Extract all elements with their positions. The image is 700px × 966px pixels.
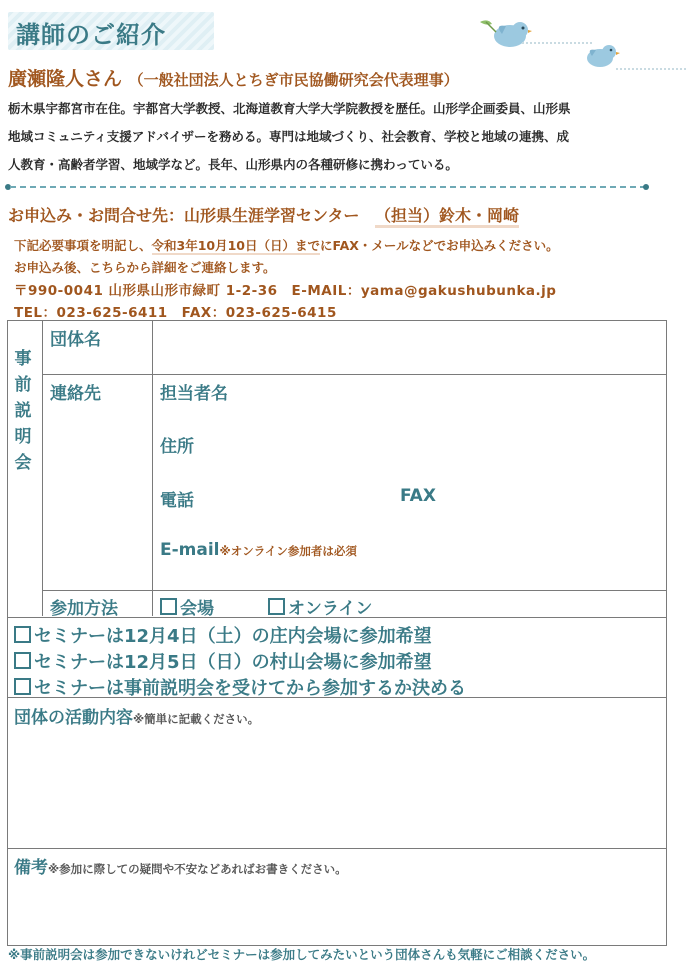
application-instructions [14,236,559,254]
contact-label: 連絡先 [50,384,101,404]
email-note: ※オンライン参加者は必須 [219,544,357,558]
remarks-field[interactable] [12,878,662,940]
checkbox-seminar-murayama[interactable] [14,652,31,669]
phone-fax-line: TEL：023-625-6411 FAX：023-625-6415 [14,305,337,321]
checkbox-seminar-undecided[interactable] [14,678,31,695]
contact-org: お申込み・お問合せ先：山形県生涯学習センター [8,206,360,225]
dashed-separator [10,186,646,188]
fax-label: FAX [400,486,436,506]
venue-option-label: 会場 [180,599,214,619]
seminar-option-label: セミナーは12月5日（日）の村山会場に参加希望 [34,652,432,673]
seminar-option-label: セミナーは12月4日（土）の庄内会場に参加希望 [34,626,432,647]
contact-heading [8,203,519,226]
activity-field[interactable] [12,728,662,844]
seminar-option[interactable] [14,622,432,648]
form-divider [42,320,43,616]
activity-note: ※簡単に記載ください。 [133,712,260,726]
address-email-line: 〒990-0041 山形県山形市緑町 1-2-36 E-MAIL：yama@gakushubunka.jp [14,283,557,299]
remarks-label [14,853,347,878]
instruction-text: 下記必要事項を明記し、 [14,238,152,253]
bird-icon [476,14,532,54]
followup-note: お申込み後、こちらから詳細をご連絡します。 [14,260,276,275]
email-label-text: E-mail [160,540,220,560]
person-name-label: 担当者名 [160,384,228,404]
activity-label [14,703,259,728]
deadline: 令和3年10月10日（日）まで [151,238,321,253]
address-label: 住所 [160,437,194,457]
bio-line: 栃木県宇都宮市在住。宇都宮大学教授、北海道教育大学大学院教授を歴任。山形学企画委員、山形県 [8,101,571,116]
instruction-text: にFAX・メールなどでお申込みください。 [320,238,559,253]
bio-line: 人教育・高齢者学習、地域学など。長年、山形県内の各種研修に携わっている。 [8,157,458,172]
lecturer-heading [8,64,459,91]
separator-dot [643,184,649,190]
decorative-dots [616,68,686,70]
lecturer-bio [8,95,690,179]
activity-label-text: 団体の活動内容 [14,708,133,728]
group-name-field[interactable] [156,324,661,370]
seminar-option[interactable] [14,674,466,700]
decorative-dots [522,42,592,44]
online-option-label: オンライン [287,599,373,619]
lecturer-affiliation: （一般社団法人とちぎ市民協働研究会代表理事） [128,71,459,89]
contact-person: （担当）鈴木・岡崎 [375,206,519,228]
group-name-label: 団体名 [50,330,101,350]
checkbox-venue[interactable] [160,598,177,615]
bio-line: 地域コミュニティ支援アドバイザーを務める。専門は地域づくり、社会教育、学校と地域の連携、成 [8,129,570,144]
method-options [160,594,372,619]
form-divider [42,374,666,375]
contact-fields-area[interactable] [156,378,661,586]
page-title: 講師のご紹介 [16,21,166,49]
form-divider [7,848,666,849]
seminar-option[interactable] [14,648,432,674]
checkbox-online[interactable] [268,598,285,615]
seminar-option-label: セミナーは事前説明会を受けてから参加するか決める [34,678,466,699]
phone-label: 電話 [160,491,194,511]
checkbox-seminar-shonai[interactable] [14,626,31,643]
method-label: 参加方法 [50,599,118,619]
remarks-label-text: 備考 [14,858,48,878]
section-label: 事 前 説 明 会 [14,349,32,473]
form-divider [42,590,666,591]
lecturer-name: 廣瀬隆人さん [8,68,123,90]
remarks-note: ※参加に際しての疑問や不安などあればお書きください。 [48,862,347,876]
footnote: ※事前説明会は参加できないけれどセミナーは参加してみたいという団体さんも気軽にご相談ください。 [8,947,596,962]
form-divider [152,320,153,616]
